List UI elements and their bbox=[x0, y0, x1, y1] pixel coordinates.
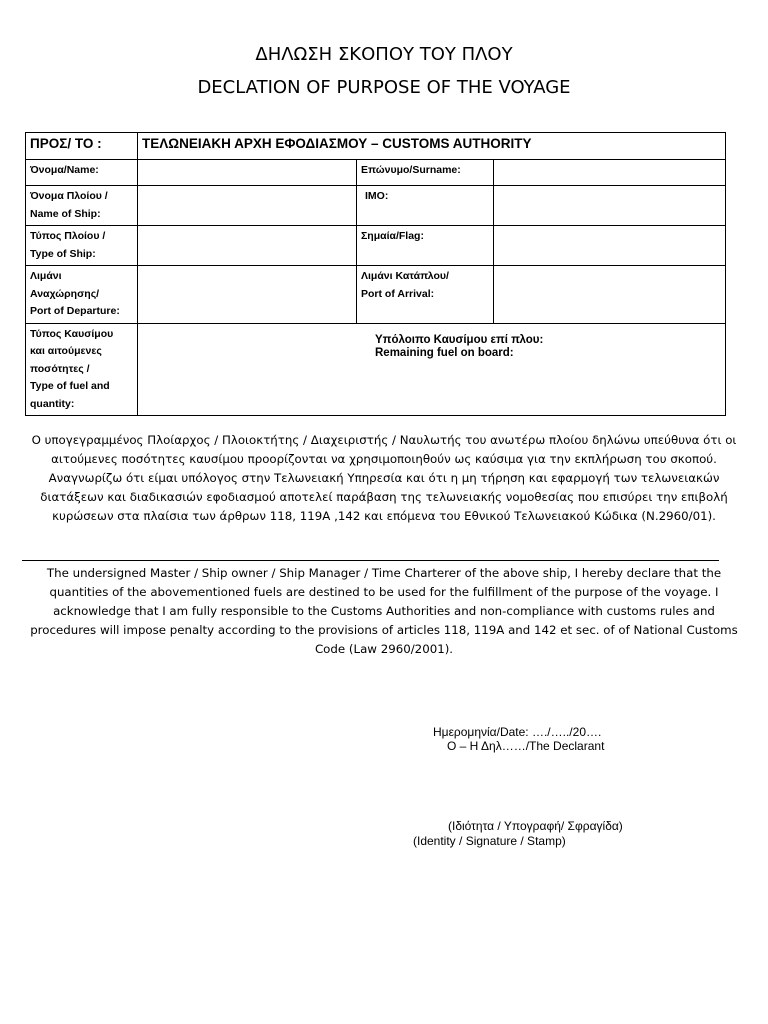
form-row-fuel bbox=[26, 323, 726, 416]
declaration-greek-line: Ο υπογεγραμμένος Πλοίαρχος / Πλοιοκτήτης / Διαχειριστής / Ναυλωτής του ανωτέρω πλοίου δηλώνω υπεύθυνα ότι οι bbox=[31, 433, 737, 447]
document-title-greek: ΔΗΛΩΣΗ ΣΚΟΠΟΥ ΤΟΥ ΠΛΟΥ bbox=[255, 44, 513, 65]
name-field[interactable] bbox=[138, 160, 357, 186]
departure-label-line: Port of Departure: bbox=[30, 305, 120, 317]
form-row-ship-type bbox=[26, 226, 726, 266]
remaining-fuel-label bbox=[367, 334, 721, 360]
flag-field[interactable] bbox=[494, 226, 726, 266]
fuel-label-line: Type of fuel and bbox=[30, 380, 110, 392]
imo-label bbox=[357, 186, 494, 226]
declaration-greek-line: Αναγνωρίζω ότι είμαι υπόλογος στην Τελωνειακή Υπηρεσία και ότι η μη τήρηση και εφαρμογή των τελωνειακών bbox=[48, 471, 720, 485]
fuel-label-line: ποσότητες / bbox=[30, 362, 90, 375]
imo-field[interactable] bbox=[494, 186, 726, 226]
ship-name-field[interactable] bbox=[138, 186, 357, 226]
declaration-english-line: quantities of the abovementioned fuels are destined to be used for the fulfillment of the purpose of the voyage. I bbox=[49, 585, 719, 599]
imo-label-text: IMO: bbox=[365, 190, 389, 202]
surname-label: Επώνυμο/Surname: bbox=[357, 160, 494, 186]
declaration-greek-line: αιτούμενες ποσότητες καυσίμου προορίζονται να χρησιμοποιηθούν ως καύσιμα για την εκπλήρωση του σκοπού. bbox=[51, 452, 717, 466]
form-row-ports bbox=[26, 266, 726, 324]
declarant-line: Ο – Η Δηλ……/The Declarant bbox=[447, 739, 605, 753]
departure-label-line: Αναχώρησης/ bbox=[30, 287, 100, 300]
arrival-label-line: Λιμάνι Κατάπλου/ bbox=[361, 270, 449, 282]
fuel-type-label bbox=[26, 323, 138, 416]
ship-type-field[interactable] bbox=[138, 226, 357, 266]
arrival-port-label bbox=[357, 266, 494, 324]
departure-label-line: Λιμάνι bbox=[30, 270, 62, 282]
form-row-name bbox=[26, 160, 726, 186]
to-label: ΠΡΟΣ/ ΤΟ : bbox=[26, 133, 138, 160]
authority-label: ΤΕΛΩΝΕΙΑΚΗ ΑΡΧΗ ΕΦΟΔΙΑΣΜΟΥ – CUSTOMS AUTHORITY bbox=[138, 133, 726, 160]
departure-port-field[interactable] bbox=[138, 266, 357, 324]
declaration-greek-line: διατάξεων και διαδικασιών εφοδιασμού αποτελεί παράβαση της τελωνειακής νομοθεσίας που επισύρει την επιβολή bbox=[40, 490, 728, 504]
declaration-english-line: acknowledge that I am fully responsible to the Customs Authorities and non-compliance with customs rules and bbox=[53, 604, 715, 618]
form-row-recipient bbox=[26, 133, 726, 160]
identity-label-greek: (Ιδιότητα / Υπογραφή/ Σφραγίδα) bbox=[448, 819, 623, 833]
declaration-english bbox=[22, 564, 746, 659]
name-label: Όνομα/Name: bbox=[26, 160, 138, 186]
identity-label-english: (Identity / Signature / Stamp) bbox=[413, 834, 566, 848]
remaining-fuel-label-line: Υπόλοιπο Καυσίμου επί πλου: bbox=[375, 333, 544, 346]
ship-type-label-line: Type of Ship: bbox=[30, 247, 96, 260]
form-row-ship-name bbox=[26, 186, 726, 226]
document-title-english: DECLATION OF PURPOSE OF THE VOYAGE bbox=[197, 77, 571, 98]
arrival-label-line: Port of Arrival: bbox=[361, 287, 435, 300]
declaration-greek-line: κυρώσεων στα πλαίσια των άρθρων 118, 119Α ,142 και επόμενα του Εθνικού Τελωνειακού Κώδικα (Ν.2960/01). bbox=[52, 509, 716, 523]
date-line[interactable]: Ημερομηνία/Date: …./…../20…. bbox=[433, 725, 602, 739]
ship-name-label bbox=[26, 186, 138, 226]
voyage-form-table bbox=[25, 132, 726, 416]
ship-type-label-line: Τύπος Πλοίου / bbox=[30, 230, 106, 242]
fuel-quantity-field[interactable] bbox=[138, 323, 726, 416]
ship-name-label-line: Όνομα Πλοίου / bbox=[30, 190, 108, 202]
flag-label: Σημαία/Flag: bbox=[357, 226, 494, 266]
fuel-label-line: και αιτούμενες bbox=[30, 345, 102, 357]
section-divider bbox=[22, 560, 719, 561]
fuel-label-line: quantity: bbox=[30, 397, 75, 410]
departure-port-label bbox=[26, 266, 138, 324]
declaration-english-line: Code (Law 2960/2001). bbox=[314, 642, 454, 656]
ship-name-label-line: Name of Ship: bbox=[30, 207, 101, 220]
fuel-label-line: Τύπος Καυσίμου bbox=[30, 327, 114, 340]
declaration-greek bbox=[22, 431, 746, 526]
arrival-port-field[interactable] bbox=[494, 266, 726, 324]
ship-type-label bbox=[26, 226, 138, 266]
declaration-english-line: procedures will impose penalty according to the provisions of articles 118, 119A and 142 et sec. of of National Customs bbox=[30, 623, 738, 637]
remaining-fuel-label-line: Remaining fuel on board: bbox=[375, 346, 514, 359]
surname-field[interactable] bbox=[494, 160, 726, 186]
declaration-english-line: The undersigned Master / Ship owner / Ship Manager / Time Charterer of the above ship, I hereby declare that the bbox=[46, 566, 722, 580]
